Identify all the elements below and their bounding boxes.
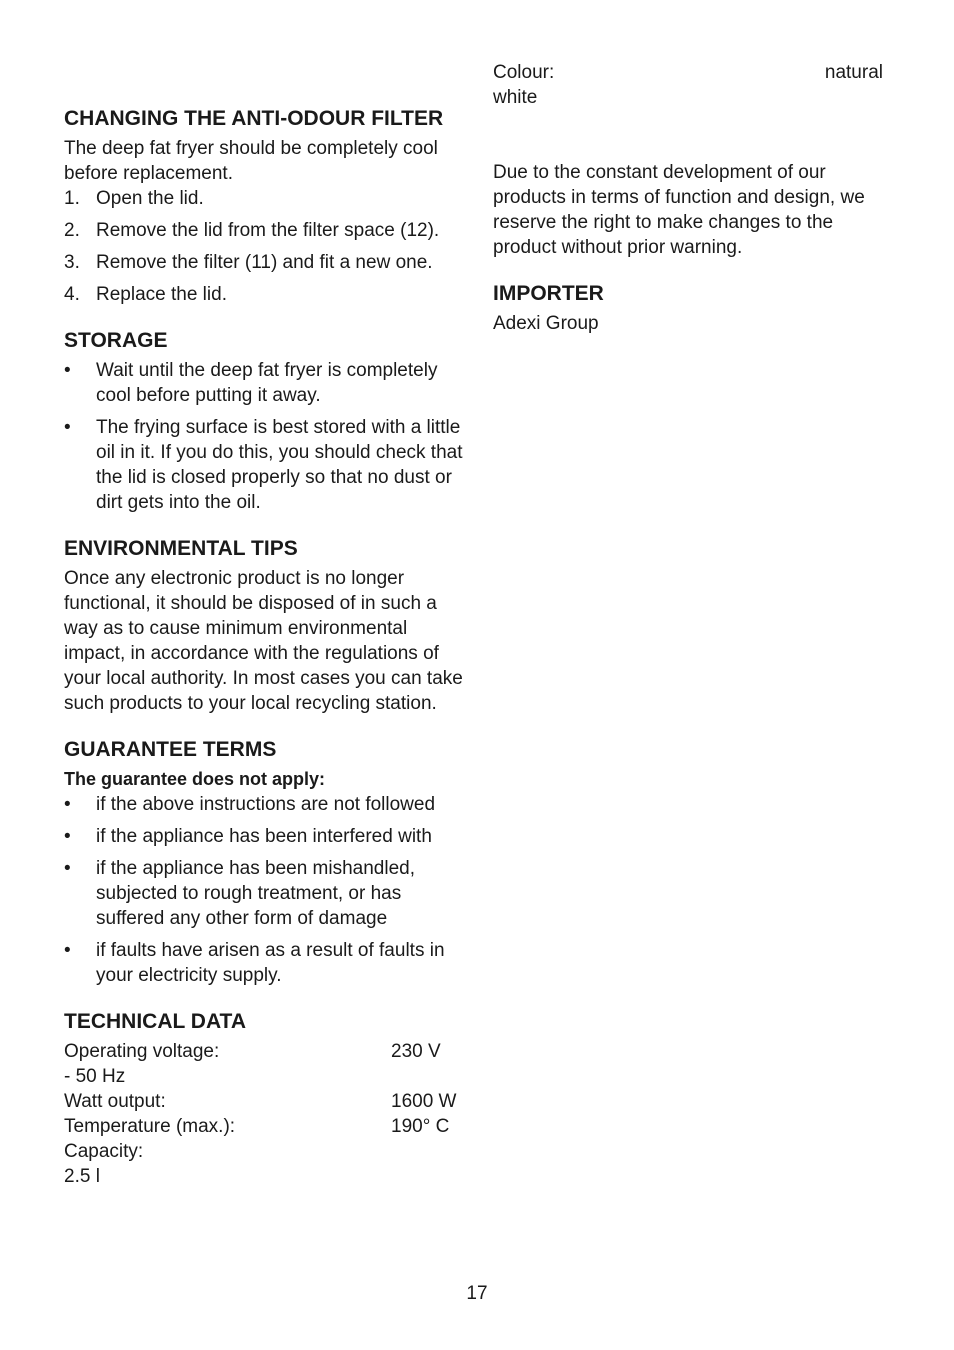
importer-heading: IMPORTER — [493, 282, 604, 305]
voltage-frequency: - 50 Hz — [64, 1066, 126, 1087]
list-item — [64, 938, 464, 988]
bullet-icon: • — [64, 858, 71, 879]
list-item — [64, 824, 464, 849]
storage-list — [64, 358, 464, 515]
list-item — [64, 415, 464, 515]
guarantee-list — [64, 792, 464, 988]
bullet-icon: • — [64, 940, 71, 961]
storage-heading: STORAGE — [64, 329, 168, 352]
guarantee-subheading: The guarantee does not apply: — [64, 769, 326, 789]
disclaimer-text: Due to the constant development of our products in terms of function and design, we reserve the right to make changes to the product without prior warning. — [493, 162, 865, 258]
list-item-text: if the above instructions are not followed — [96, 794, 436, 815]
colour-row — [493, 60, 883, 85]
step-text: Remove the lid from the filter space (12). — [96, 220, 440, 241]
importer-name: Adexi Group — [493, 313, 599, 334]
list-item-text: Wait until the deep fat fryer is completely cool before putting it away. — [96, 360, 438, 406]
capacity-value: 2.5 l — [64, 1166, 100, 1187]
voltage-row — [64, 1039, 464, 1064]
watt-row — [64, 1089, 464, 1114]
right-column — [493, 60, 883, 336]
guarantee-heading: GUARANTEE TERMS — [64, 738, 277, 761]
step-number: 1. — [64, 188, 80, 209]
left-column — [64, 105, 464, 1189]
environment-section — [64, 535, 464, 716]
importer-section — [493, 280, 883, 336]
guarantee-section — [64, 736, 464, 988]
temperature-label: Temperature (max.): — [64, 1116, 236, 1137]
watt-value: 1600 W — [391, 1091, 457, 1112]
step-number: 3. — [64, 252, 80, 273]
list-item-text: if the appliance has been interfered with — [96, 826, 432, 847]
anti-odour-steps — [64, 186, 464, 307]
step-text: Replace the lid. — [96, 284, 227, 305]
list-item — [64, 856, 464, 931]
anti-odour-heading: CHANGING THE ANTI-ODOUR FILTER — [64, 107, 444, 130]
technical-section — [64, 1008, 464, 1189]
environment-heading: ENVIRONMENTAL TIPS — [64, 537, 298, 560]
page-number: 17 — [466, 1283, 488, 1304]
step-item — [64, 250, 464, 275]
colour-value-continued: white — [493, 87, 538, 108]
temperature-value: 190° C — [391, 1116, 450, 1137]
technical-heading: TECHNICAL DATA — [64, 1010, 246, 1033]
step-item — [64, 218, 464, 243]
storage-section — [64, 327, 464, 515]
step-number: 4. — [64, 284, 80, 305]
watt-label: Watt output: — [64, 1091, 166, 1112]
step-text: Remove the filter (11) and fit a new one. — [96, 252, 433, 273]
list-item-text: if the appliance has been mishandled, subjected to rough treatment, or has suffered any other form of damage — [96, 858, 416, 929]
bullet-icon: • — [64, 826, 71, 847]
voltage-label: Operating voltage: — [64, 1041, 220, 1062]
step-text: Open the lid. — [96, 188, 204, 209]
bullet-icon: • — [64, 417, 71, 438]
bullet-icon: • — [64, 360, 71, 381]
environment-text: Once any electronic product is no longer functional, it should be disposed of in such a way as to cause minimum environmental impact, in accordance with the regulations of your local authority. In most cases you can take such products to your local recycling station. — [64, 568, 463, 714]
list-item-text: The frying surface is best stored with a little oil in it. If you do this, you should check that the lid is closed properly so that no dust or dirt gets into the oil. — [96, 417, 463, 513]
colour-label: Colour: — [493, 62, 555, 83]
step-item — [64, 282, 464, 307]
list-item — [64, 358, 464, 408]
temperature-row — [64, 1114, 464, 1139]
anti-odour-intro: The deep fat fryer should be completely cool before replacement. — [64, 138, 438, 184]
capacity-label: Capacity: — [64, 1141, 144, 1162]
colour-value: natural — [824, 62, 883, 83]
bullet-icon: • — [64, 794, 71, 815]
step-number: 2. — [64, 220, 80, 241]
list-item-text: if faults have arisen as a result of faults in your electricity supply. — [96, 940, 445, 986]
list-item — [64, 792, 464, 817]
step-item — [64, 186, 464, 211]
voltage-value: 230 V — [391, 1041, 441, 1062]
anti-odour-section — [64, 105, 464, 307]
